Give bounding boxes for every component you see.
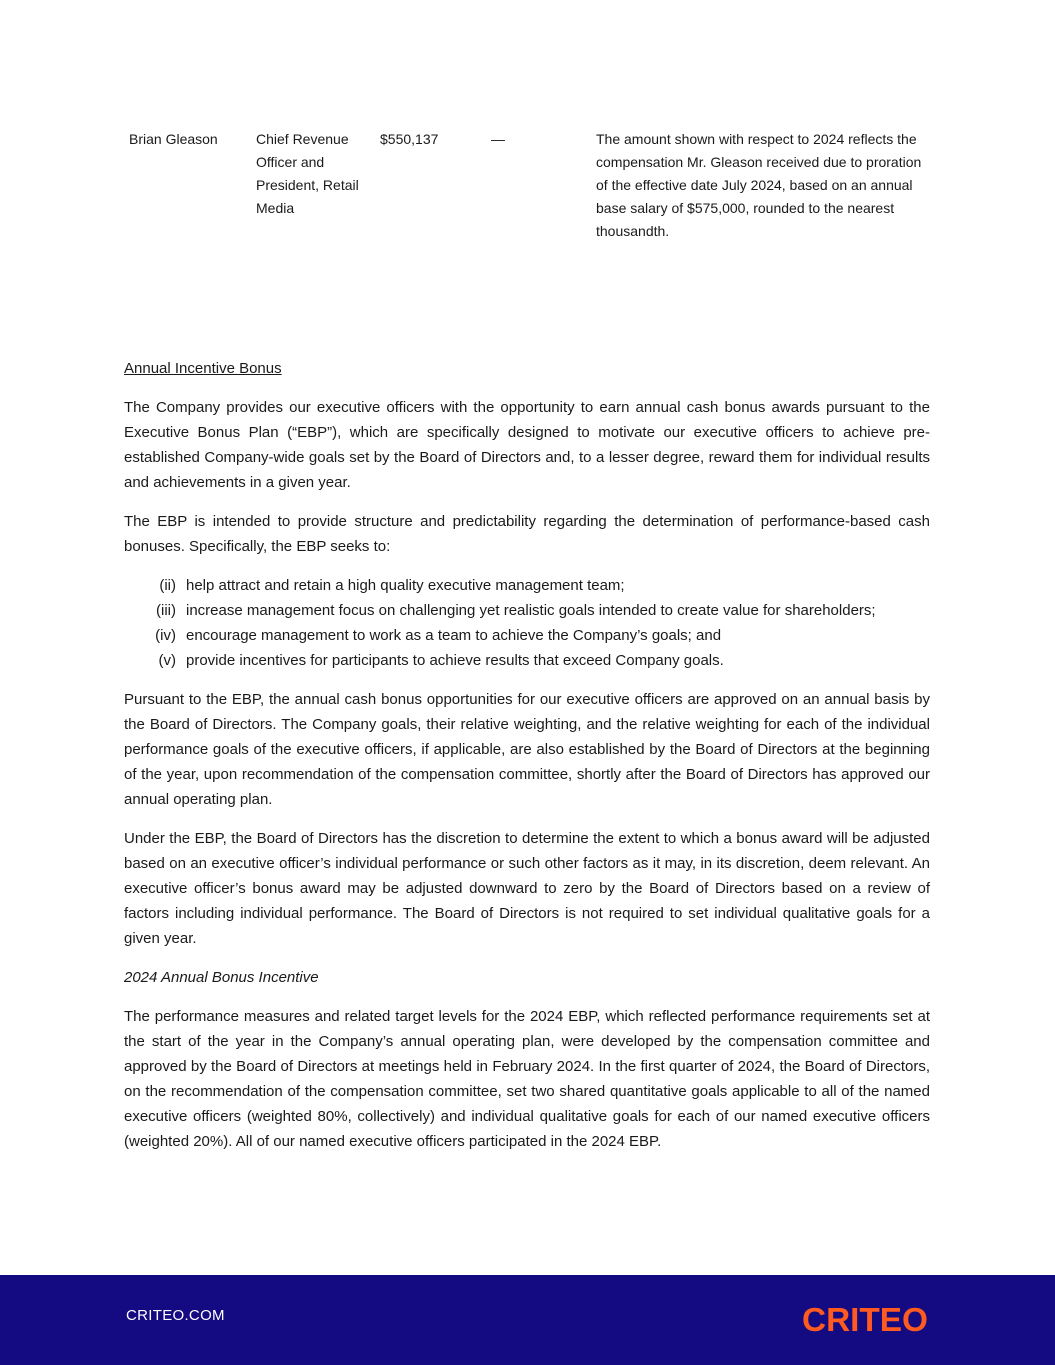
paragraph-2: The EBP is intended to provide structure and predictability regarding the determination of performance-based cash bonuses. Specifically, the EBP seeks to:: [124, 513, 930, 555]
paragraph-5: The performance measures and related target levels for the 2024 EBP, which reflected performance requirements set at the start of the year in the Company’s annual operating plan, were developed by the compensation committee and approved by the Board of Directors at meetings held in February 2024. In the first quarter of 2024, the Board of Directors, on the recommendation of the compensation committee, set two shared quantitative goals applicable to all of the named executive officers (weighted 80%, collectively) and individual qualitative goals for each of our named executive officers (weighted 20%). All of our named executive officers participated in the 2024 EBP.: [124, 1008, 930, 1150]
salary-cell: $550,137: [380, 131, 439, 147]
list-item-number: (iii): [156, 602, 176, 619]
list-item: [124, 573, 930, 598]
criteo-logo: [802, 1303, 928, 1335]
logo-wordmark: CRITEO: [802, 1303, 928, 1335]
subsection-heading: 2024 Annual Bonus Incentive: [124, 969, 319, 986]
list-item-text: provide incentives for participants to achieve results that exceed Company goals.: [186, 652, 724, 669]
section-heading: Annual Incentive Bonus: [124, 360, 282, 377]
list-item-text: encourage management to work as a team to achieve the Company’s goals; and: [186, 627, 722, 644]
document-body: [124, 356, 930, 1168]
paragraph-3: Pursuant to the EBP, the annual cash bonus opportunities for our executive officers are approved on an annual basis by the Board of Directors. The Company goals, their relative weighting, and the relative weighting for each of the individual performance goals of the executive officers, if applicable, are also established by the Board of Directors at the beginning of the year, upon recommendation of the compensation committee, shortly after the Board of Directors has approved our annual operating plan.: [124, 691, 930, 808]
officer-name-cell: Brian Gleason: [129, 131, 218, 147]
note-cell: The amount shown with respect to 2024 reflects the compensation Mr. Gleason received due to proration of the effective date July 2024, based on an annual base salary of $575,000, rounded to the nearest thousandth.: [596, 131, 922, 239]
page-footer: [0, 1275, 1055, 1365]
officer-title-cell: Chief Revenue Officer and President, Retail Media: [256, 131, 359, 216]
list-item-text: increase management focus on challenging yet realistic goals intended to create value for shareholders;: [186, 602, 876, 619]
list-item: [124, 598, 930, 623]
goals-list: [124, 573, 930, 673]
paragraph-4: Under the EBP, the Board of Directors has the discretion to determine the extent to which a bonus award will be adjusted based on an executive officer’s individual performance or such other factors as it may, in its discretion, deem relevant. An executive officer’s bonus award may be adjusted downward to zero by the Board of Directors based on a review of factors including individual performance. The Board of Directors is not required to set individual qualitative goals for a given year.: [124, 830, 930, 947]
list-item: [124, 623, 930, 648]
list-item-text: help attract and retain a high quality executive management team;: [186, 577, 625, 594]
list-item: [124, 648, 930, 673]
list-item-number: (iv): [155, 627, 176, 644]
footer-website-link[interactable]: CRITEO.COM: [126, 1307, 225, 1324]
paragraph-1: The Company provides our executive officers with the opportunity to earn annual cash bonus awards pursuant to the Executive Bonus Plan (“EBP”), which are specifically designed to motivate our executive officers to achieve pre-established Company-wide goals set by the Board of Directors and, to a lesser degree, reward them for individual results and achievements in a given year.: [124, 399, 930, 491]
empty-value-cell: —: [491, 131, 505, 147]
list-item-number: (v): [158, 652, 176, 669]
list-item-number: (ii): [159, 577, 176, 594]
